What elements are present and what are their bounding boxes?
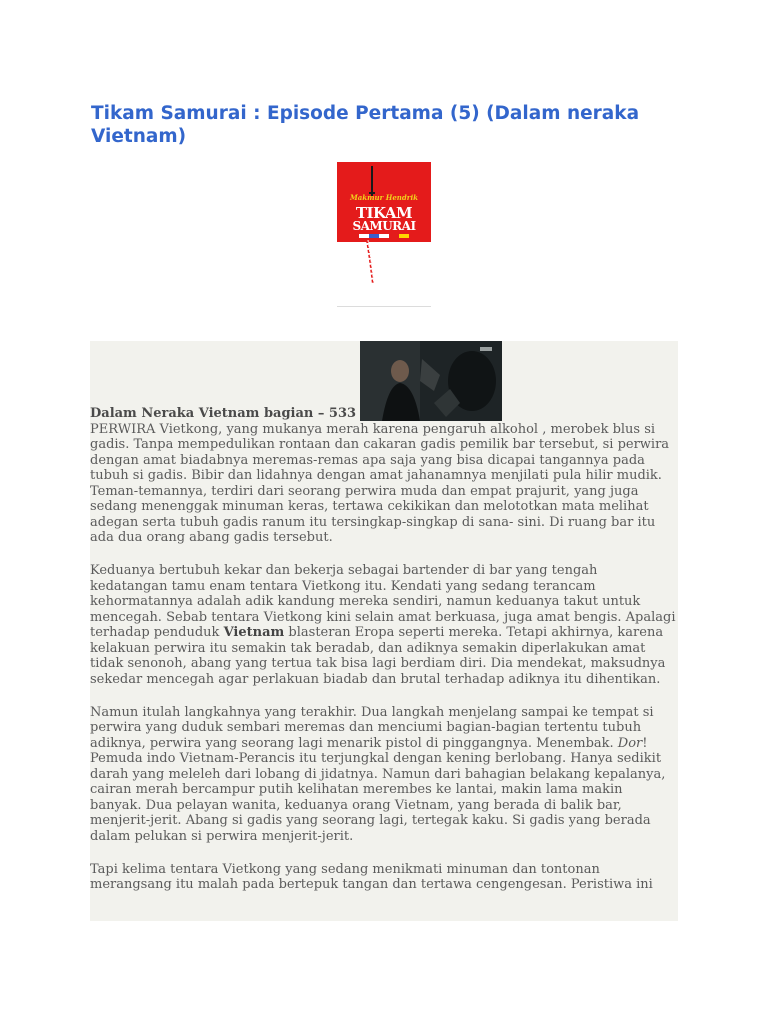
paragraph-4-text: Tapi kelima tentara Vietkong yang sedang menikmati minuman dan tontonan merangsang itu malah pada bertepuk tangan dan tertawa cengengesan. Peristiwa ini	[90, 861, 653, 892]
paragraph-2	[90, 563, 678, 687]
keyword-vietnam: Vietnam	[223, 625, 285, 640]
paragraph-4	[90, 862, 678, 893]
book-cover-image	[337, 162, 431, 290]
paragraph-2-text-a: Keduanya bertubuh kekar dan bekerja sebagai bartender di bar yang tengah kedatangan tamu enam tentara Vietkong itu. Kendati yang sedang terancam kehormatannya adalah adik kandung mereka sendiri, namun keduanya takut untuk mencegah. Sebab tentara Vietkong kini selain amat berkuasa, juga amat bengis. Apalagi terhadap penduduk	[90, 563, 676, 640]
article-subheading: Dalam Neraka Vietnam bagian – 533	[90, 406, 357, 421]
article-body-panel	[90, 341, 678, 921]
paragraph-1	[90, 422, 678, 546]
cover-cord-decoration	[337, 240, 431, 290]
cover-title-line1: TIKAM	[355, 204, 413, 222]
paragraph-3	[90, 705, 678, 845]
paragraph-3-text-a: Namun itulah langkahnya yang terakhir. Dua langkah menjelang sampai ke tempat si perwira yang duduk sembari meremas dan menciumi bagian-bagian tertentu tubuh adiknya, perwira yang seorang lagi menarik pistol di pinggangnya. Menembak.	[90, 704, 654, 751]
article-body	[90, 406, 678, 910]
paragraph-1-text: PERWIRA Vietkong, yang mukanya merah karena pengaruh alkohol , merobek blus si gadis. Tanpa mempedulikan rontaan dan cakaran gadis pemilik bar tersebut, si perwira dengan amat biadabnya meremas-remas apa saja yang bisa dicapai tangannya pada tubuh si gadis. Bibir dan lidahnya dengan amat jahanamnya menjilati pula hilir mudik. Teman-temannya, terdiri dari seorang perwira muda dan empat prajurit, yang juga sedang menenggak minuman keras, tertawa cekikikan dan melototkan mata melihat adegan serta tubuh gadis ranum itu tersingkap-singkap di sana- sini. Di ruang bar itu ada dua orang abang gadis tersebut.	[90, 421, 670, 545]
sound-word-dor: Dor	[617, 735, 643, 751]
cover-title-line2: SAMURAI	[352, 219, 416, 233]
paragraph-3-text-b: ! Pemuda indo Vietnam-Perancis itu terjungkal dengan kening berlobang. Hanya sedikit darah yang meleleh dari lobang di jidatnya. Namun dari bahagian belakang kepalanya, cairan merah bercampur putih kelihatan merembes ke lantai, makin lama makin banyak. Dua pelayan wanita, keduanya orang Vietnam, yang berada di balik bar, menjerit-jerit. Abang si gadis yang seorang lagi, tertegak kaku. Si gadis yang berada dalam pelukan si perwira menjerit-jerit.	[90, 735, 666, 844]
cover-flags-strip	[359, 234, 409, 238]
article-title: Tikam Samurai : Episode Pertama (5) (Dalam neraka Vietnam)	[91, 103, 640, 147]
cover-author-lettering: Makmur Hendrik	[349, 193, 418, 202]
paragraph-2-text-b: blasteran Eropa seperti mereka. Tetapi akhirnya, karena kelakuan perwira itu semakin tak beradab, dan adiknya semakin diperlakukan amat tidak senonoh, abang yang tertua tak bisa lagi berdiam diri. Dia mendekat, maksudnya sekedar mencegah agar perlakuan biadab dan brutal terhadap adiknya itu dihentikan.	[90, 625, 666, 687]
image-divider	[337, 306, 431, 307]
